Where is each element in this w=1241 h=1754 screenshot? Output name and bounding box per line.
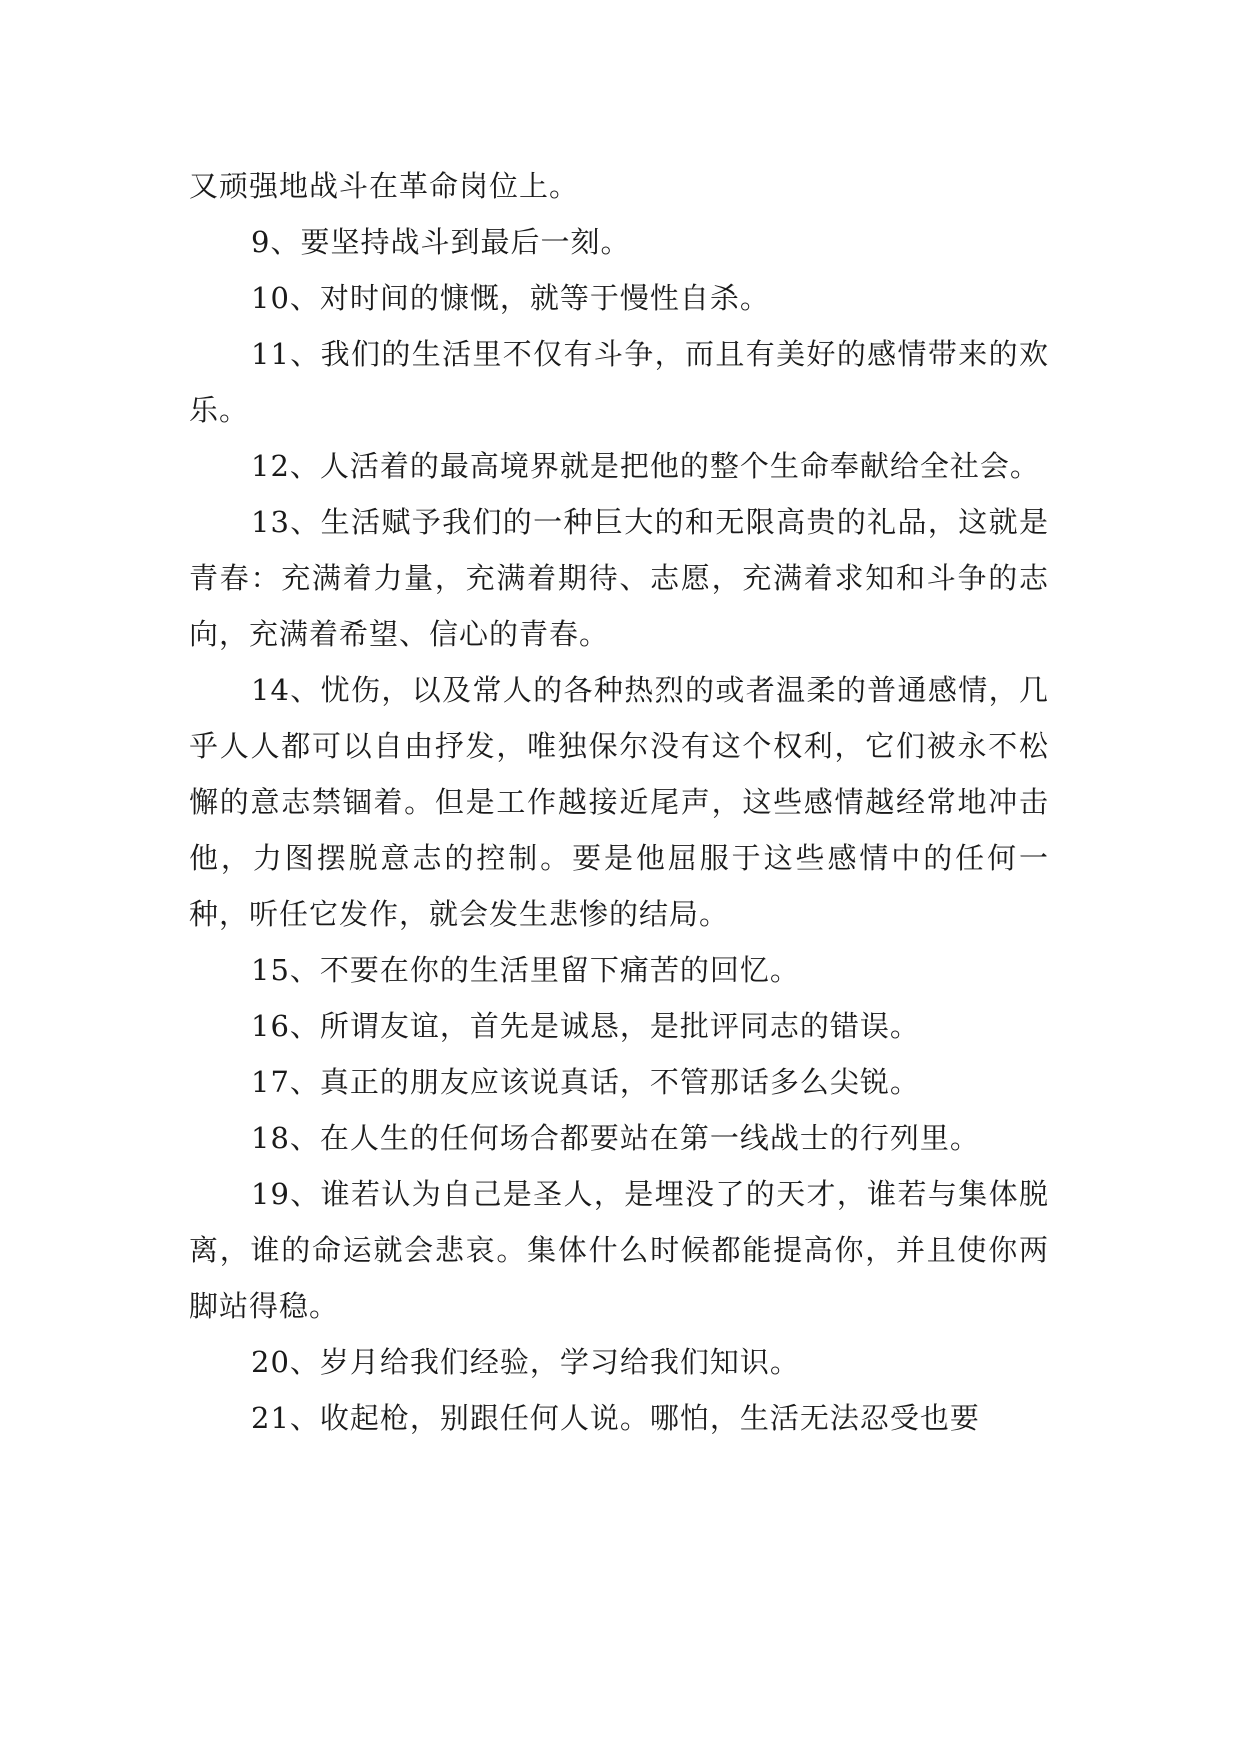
paragraph: 20、岁月给我们经验，学习给我们知识。 [251,1345,800,1379]
paragraph: 21、收起枪，别跟任何人说。哪怕，生活无法忍受也要 [251,1401,980,1435]
document-body [189,158,1049,1446]
paragraph: 16、所谓友谊，首先是诚恳，是批评同志的错误。 [251,1009,920,1043]
paragraph: 15、不要在你的生活里留下痛苦的回忆。 [251,953,800,987]
paragraph: 11、我们的生活里不仅有斗争，而且有美好的感情带来的欢乐。 [189,337,1049,427]
paragraph: 19、谁若认为自己是圣人，是埋没了的天才，谁若与集体脱离，谁的命运就会悲哀。集体什么时候都能提高你，并且使你两脚站得稳。 [189,1177,1049,1323]
paragraph: 12、人活着的最高境界就是把他的整个生命奉献给全社会。 [251,449,1040,483]
paragraph: 9、要坚持战斗到最后一刻。 [251,225,631,259]
paragraph: 17、真正的朋友应该说真话，不管那话多么尖锐。 [251,1065,920,1099]
paragraph: 又顽强地战斗在革命岗位上。 [189,169,580,203]
paragraph: 10、对时间的慷慨，就等于慢性自杀。 [251,281,770,315]
paragraph: 13、生活赋予我们的一种巨大的和无限高贵的礼品，这就是青春：充满着力量，充满着期待、志愿，充满着求知和斗争的志向，充满着希望、信心的青春。 [189,505,1049,651]
paragraph: 18、在人生的任何场合都要站在第一线战士的行列里。 [251,1121,980,1155]
paragraph: 14、忧伤，以及常人的各种热烈的或者温柔的普通感情，几乎人人都可以自由抒发，唯独保尔没有这个权利，它们被永不松懈的意志禁锢着。但是工作越接近尾声，这些感情越经常地冲击他，力图摆脱意志的控制。要是他屈服于这些感情中的任何一种，听任它发作，就会发生悲惨的结局。 [189,673,1049,931]
